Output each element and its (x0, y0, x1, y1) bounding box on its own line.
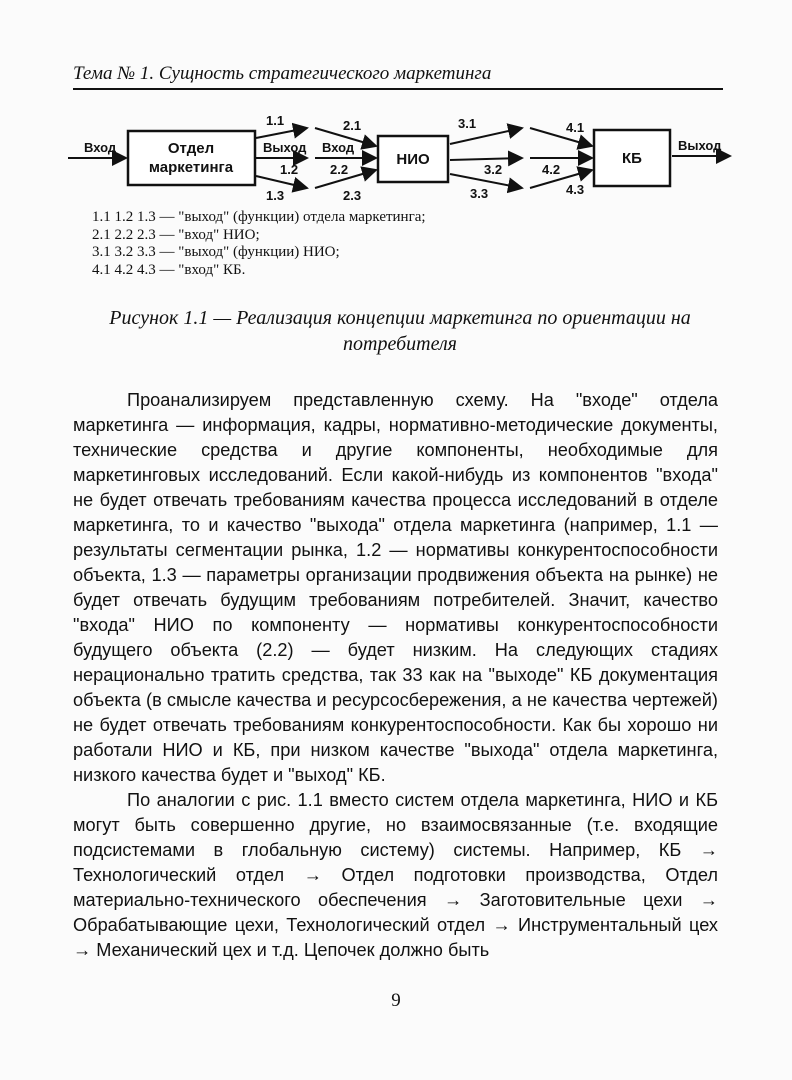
label-2-2: 2.2 (330, 162, 349, 177)
label-1-3: 1.3 (266, 188, 285, 203)
legend-line: 1.1 1.2 1.3 — "выход" (функции) отдела маркетинга; (92, 209, 426, 225)
paragraph: Проанализируем представленную схему. На "входе" отдела маркетинга — информация, кадры, нормативно-методические документы, технические средства и другие компоненты, необходимые для маркетинговых исследований. Если какой-нибудь из компонентов "входа" не будет отвечать требованиям качества процесса исследований в отделе маркетинга, то и качество "выхода" отдела маркетинга (например, 1.1 — результаты сегментации рынка, 1.2 — нормативы конкурентоспособности объекта, 1.3 — параметры организации продвижения объекта на рынке) не будет отвечать будущим требованиям потребителей. Значит, качество "входа" НИО по компоненту — нормативы конкурентоспособности будущего объекта (2.2) — будет низким. На следующих стадиях нерационально тратить средства, так 33 как на "выходе" КБ документация объекта (в смысле качества и ресурсосбережения, а не качества чертежей) не будет отвечать требованиям конкурентоспособности. Как бы хорошо ни работали НИО и КБ, при низком качестве "выхода" отдела маркетинга, низкого качества будет и "выход" КБ. (73, 390, 718, 785)
label-2-3: 2.3 (343, 188, 362, 203)
output-label: Выход (678, 138, 722, 153)
block1-line1: Отдел (167, 140, 215, 157)
label-1-2: 1.2 (280, 162, 299, 177)
label-1-1: 1.1 (266, 113, 285, 128)
input-label: Вход (84, 140, 117, 155)
mid-input-label: Вход (322, 140, 355, 155)
nio-label: НИО (396, 151, 430, 168)
diagram-legend (92, 209, 426, 279)
label-3-3: 3.3 (470, 186, 489, 201)
block1-line2: маркетинга (148, 159, 234, 176)
arrow-3-2 (450, 158, 522, 160)
running-header: Тема № 1. Сущность стратегического маркетинга (73, 62, 723, 90)
label-3-2: 3.2 (484, 162, 503, 177)
legend-line: 4.1 4.2 4.3 — "вход" КБ. (92, 261, 246, 278)
arrow-1-3 (256, 176, 307, 188)
label-4-1: 4.1 (566, 120, 585, 135)
kb-label: КБ (622, 150, 642, 167)
label-2-1: 2.1 (343, 118, 362, 133)
legend-line: 2.1 2.2 2.3 — "вход" НИО; (92, 226, 260, 243)
figure-caption: Рисунок 1.1 — Реализация концепции маркетинга по ориентации на потребителя (109, 307, 691, 355)
page-number: 9 (391, 990, 401, 1011)
legend-line: 3.1 3.2 3.3 — "выход" (функции) НИО; (92, 244, 340, 260)
label-4-3: 4.3 (566, 182, 585, 197)
label-3-1: 3.1 (458, 116, 477, 131)
mid-output-label: Выход (263, 140, 307, 155)
paragraph: По аналогии с рис. 1.1 вместо систем отдела маркетинга, НИО и КБ могут быть совершенно другие, но взаимосвязанные (т.е. входящие подсистемами в глобальную систему) системы. Например, КБ → Технологический отдел → Отдел подготовки производства, Отдел материально-технического обеспечения → Заготовительные цехи → Обрабатывающие цехи, Технологический отдел → Инструментальный цех → Механический цех и т.д. Цепочек должно быть (73, 790, 718, 960)
label-4-2: 4.2 (542, 162, 561, 177)
body-text (73, 388, 718, 963)
flow-diagram (60, 108, 740, 208)
arrow-1-1 (256, 128, 307, 138)
